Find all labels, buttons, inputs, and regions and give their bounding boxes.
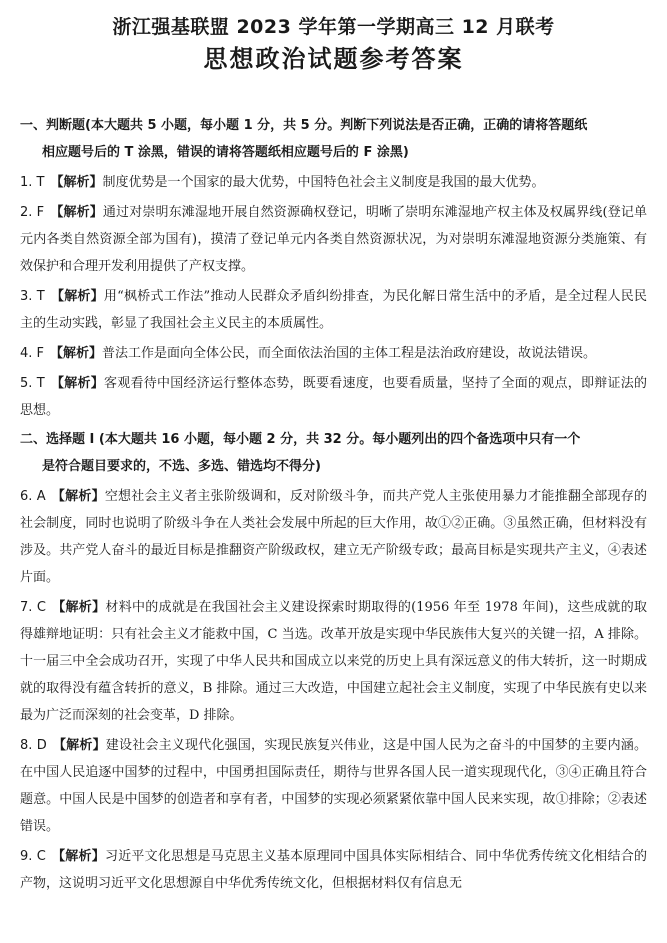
judgment-answer-list	[20, 169, 647, 424]
answer-item	[20, 169, 647, 196]
section-heading-judgment	[20, 112, 647, 166]
analysis-tag: 【解析】	[50, 376, 104, 391]
analysis-tag: 【解析】	[50, 346, 103, 361]
analysis-text: 材料中的成就是在我国社会主义建设探索时期取得的(1956 年至 1978 年间)，这些成就的取得雄辩地证明：只有社会主义才能救中国，C 当选。改革开放是实现中华民族伟大复兴的关键一招，A 排除。十一届三中全会成功召开，实现了中华人民共和国成立以来党的历史上具有深远意义的伟大转折，这一时期成就的取得没有蕴含转折的意义，B 排除。通过三大改造，中国建立起社会主义制度，实现了中华民族有史以来最为广泛而深刻的社会变革，D 排除。	[20, 600, 647, 723]
answer-item	[20, 199, 647, 280]
document-subtitle: 思想政治试题参考答案	[203, 45, 464, 73]
analysis-tag: 【解析】	[50, 289, 104, 304]
analysis-text: 习近平文化思想是马克思主义基本原理同中国具体实际相结合、同中华优秀传统文化相结合的产物，这说明习近平文化思想源自中华优秀传统文化，但根据材料仅有信息无	[20, 849, 647, 891]
answer-item	[20, 594, 647, 729]
analysis-tag: 【解析】	[51, 489, 105, 504]
answer-item	[20, 483, 647, 591]
analysis-tag: 【解析】	[51, 600, 106, 615]
analysis-text: 用“枫桥式工作法”推动人民群众矛盾纠纷排查，为民化解日常生活中的矛盾，是全过程人民民主的生动实践，彰显了我国社会主义民主的本质属性。	[20, 289, 647, 331]
answer-number: 7. C	[20, 600, 46, 615]
answer-number: 6. A	[20, 489, 46, 504]
analysis-text: 通过对崇明东滩湿地开展自然资源确权登记，明晰了崇明东滩湿地产权主体及权属界线(登记单元内各类自然资源全部为国有)，摸清了登记单元内各类自然资源状况，为对崇明东滩湿地资源分类施策、有效保护和合理开发利用提供了产权支撑。	[20, 205, 647, 274]
section-heading-line1: 一、判断题(本大题共 5 小题，每小题 1 分，共 5 分。判断下列说法是否正确，正确的请将答题纸	[20, 118, 588, 133]
section-heading-line2: 是符合题目要求的，不选、多选、错选均不得分)	[42, 459, 321, 474]
analysis-text: 普法工作是面向全体公民，而全面依法治国的主体工程是法治政府建设，故说法错误。	[102, 346, 597, 361]
answer-item	[20, 370, 647, 424]
analysis-text: 客观看待中国经济运行整体态势，既要看速度，也要看质量，坚持了全面的观点，即辩证法的思想。	[20, 376, 647, 418]
section-heading-line1: 二、选择题 I (本大题共 16 小题，每小题 2 分，共 32 分。每小题列出的四个备选项中只有一个	[20, 432, 581, 447]
analysis-tag: 【解析】	[51, 849, 105, 864]
answer-number: 9. C	[20, 849, 46, 864]
analysis-text: 制度优势是一个国家的最大优势，中国特色社会主义制度是我国的最大优势。	[102, 175, 545, 190]
analysis-tag: 【解析】	[52, 738, 106, 753]
answer-item	[20, 283, 647, 337]
analysis-tag: 【解析】	[50, 205, 103, 220]
answer-number: 4. F	[20, 346, 45, 361]
answer-number: 1. T	[20, 175, 45, 190]
answer-item	[20, 843, 647, 897]
analysis-text: 空想社会主义者主张阶级调和，反对阶级斗争，而共产党人主张使用暴力才能推翻全部现存的社会制度，同时也说明了阶级斗争在人类社会发展中所起的巨大作用，故①②正确。③虽然正确，但材料没有涉及。共产党人奋斗的最近目标是推翻资产阶级政权，建立无产阶级专政；最高目标是实现共产主义，④表述片面。	[20, 489, 647, 585]
choice-answer-list	[20, 483, 647, 897]
answer-number: 2. F	[20, 205, 45, 220]
answer-item	[20, 340, 647, 367]
answer-number: 8. D	[20, 738, 47, 753]
analysis-text: 建设社会主义现代化强国，实现民族复兴伟业，这是中国人民为之奋斗的中国梦的主要内涵。在中国人民追逐中国梦的过程中，中国勇担国际责任，期待与世界各国人民一道实现现代化，③④正确且符合题意。中国人民是中国梦的创造者和享有者，中国梦的实现必须紧紧依靠中国人民来实现，故①排除；②表述错误。	[20, 738, 647, 834]
section-heading-choice	[20, 426, 647, 480]
answer-number: 3. T	[20, 289, 45, 304]
answer-number: 5. T	[20, 376, 45, 391]
section-heading-line2: 相应题号后的 T 涂黑，错误的请将答题纸相应题号后的 F 涂黑)	[42, 145, 409, 160]
exam-title: 浙江强基联盟 2023 学年第一学期高三 12 月联考	[112, 16, 555, 38]
analysis-tag: 【解析】	[50, 175, 103, 190]
answer-item	[20, 732, 647, 840]
